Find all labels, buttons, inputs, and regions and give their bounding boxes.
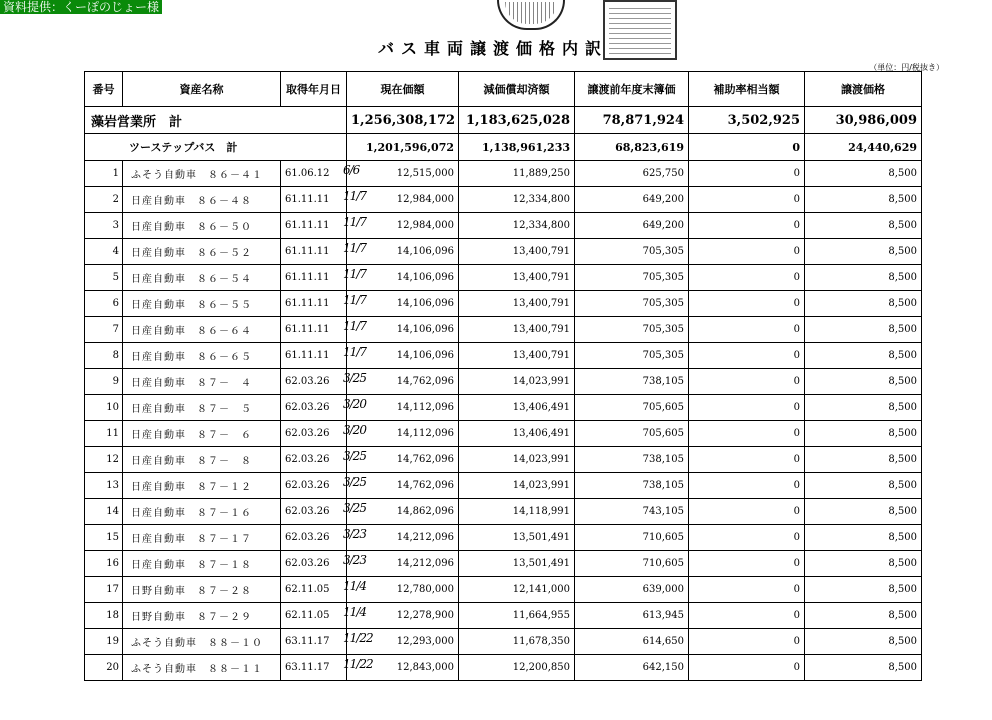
- transfer-price: 8,500: [805, 239, 922, 265]
- acquisition-date: 62.03.26 3/25: [281, 447, 347, 473]
- current-value: 12,293,000: [347, 629, 459, 655]
- transfer-price: 8,500: [805, 655, 922, 681]
- book-value: 705,305: [575, 291, 689, 317]
- transfer-price: 8,500: [805, 161, 922, 187]
- handwritten-date-mark: 3/25: [343, 475, 366, 489]
- acquisition-date: 62.03.26 3/25: [281, 369, 347, 395]
- book-value: 705,605: [575, 421, 689, 447]
- book-value: 710,605: [575, 525, 689, 551]
- current-value: 14,762,096: [347, 369, 459, 395]
- col-header: 譲渡前年度末簿価: [575, 72, 689, 107]
- acquisition-date: 63.11.17 11/22: [281, 629, 347, 655]
- depreciation-amount: 14,023,991: [459, 473, 575, 499]
- vehicle-name: 日産自動車 ８７－ ４: [123, 369, 281, 395]
- table-row: [85, 577, 922, 603]
- row-number: 3: [85, 213, 123, 239]
- depreciation-amount: 13,501,491: [459, 525, 575, 551]
- current-value: 14,106,096: [347, 343, 459, 369]
- book-value: 705,305: [575, 317, 689, 343]
- acquisition-date: 62.11.05 11/4: [281, 577, 347, 603]
- depreciation-amount: 13,400,791: [459, 239, 575, 265]
- current-value: 14,212,096: [347, 525, 459, 551]
- row-number: 8: [85, 343, 123, 369]
- total-subsidy: 3,502,925: [689, 107, 805, 134]
- subsidy-amount: 0: [689, 577, 805, 603]
- table-row: [85, 551, 922, 577]
- subtotal-book: 68,823,619: [575, 134, 689, 161]
- stamp-seal-left: [497, 0, 565, 30]
- table-row: [85, 291, 922, 317]
- handwritten-date-mark: 11/7: [343, 345, 366, 359]
- book-value: 642,150: [575, 655, 689, 681]
- table-row: [85, 213, 922, 239]
- acquisition-date: 61.06.12 6/6: [281, 161, 347, 187]
- col-header: 減価償却済額: [459, 72, 575, 107]
- handwritten-date-mark: 3/25: [343, 501, 366, 515]
- current-value: 12,515,000: [347, 161, 459, 187]
- subtotal-subsidy: 0: [689, 134, 805, 161]
- transfer-price: 8,500: [805, 577, 922, 603]
- row-number: 20: [85, 655, 123, 681]
- subsidy-amount: 0: [689, 291, 805, 317]
- book-value: 705,605: [575, 395, 689, 421]
- col-header: 資産名称: [123, 72, 281, 107]
- acquisition-date: 62.03.26 3/23: [281, 525, 347, 551]
- vehicle-name: 日産自動車 ８６－５４: [123, 265, 281, 291]
- book-value: 743,105: [575, 499, 689, 525]
- depreciation-amount: 13,400,791: [459, 291, 575, 317]
- handwritten-date-mark: 3/25: [343, 371, 366, 385]
- transfer-price: 8,500: [805, 395, 922, 421]
- acquisition-date: 61.11.11 11/7: [281, 213, 347, 239]
- depreciation-amount: 13,400,791: [459, 265, 575, 291]
- transfer-price: 8,500: [805, 187, 922, 213]
- subsidy-amount: 0: [689, 629, 805, 655]
- vehicle-name: 日産自動車 ８６－６４: [123, 317, 281, 343]
- handwritten-date-mark: 11/4: [343, 605, 366, 619]
- transfer-price: 8,500: [805, 629, 922, 655]
- subsidy-amount: 0: [689, 369, 805, 395]
- vehicle-name: 日産自動車 ８６－６５: [123, 343, 281, 369]
- book-value: 649,200: [575, 213, 689, 239]
- subsidy-amount: 0: [689, 655, 805, 681]
- subsidy-amount: 0: [689, 551, 805, 577]
- depreciation-amount: 11,889,250: [459, 161, 575, 187]
- book-value: 639,000: [575, 577, 689, 603]
- row-number: 16: [85, 551, 123, 577]
- header-row: [85, 72, 922, 107]
- acquisition-date: 62.03.26 3/23: [281, 551, 347, 577]
- subsidy-amount: 0: [689, 395, 805, 421]
- total-current: 1,256,308,172: [347, 107, 459, 134]
- current-value: 12,984,000: [347, 187, 459, 213]
- depreciation-amount: 13,400,791: [459, 343, 575, 369]
- handwritten-date-mark: 11/7: [343, 241, 366, 255]
- total-label: 藻岩営業所 計: [85, 107, 347, 134]
- subsidy-amount: 0: [689, 421, 805, 447]
- current-value: 14,762,096: [347, 447, 459, 473]
- book-value: 705,305: [575, 239, 689, 265]
- handwritten-date-mark: 3/25: [343, 449, 366, 463]
- handwritten-date-mark: 11/4: [343, 579, 366, 593]
- vehicle-name: 日産自動車 ８７－１８: [123, 551, 281, 577]
- row-number: 9: [85, 369, 123, 395]
- handwritten-date-mark: 11/22: [343, 631, 373, 645]
- vehicle-name: 日産自動車 ８７－１２: [123, 473, 281, 499]
- table-row: [85, 603, 922, 629]
- depreciation-amount: 12,141,000: [459, 577, 575, 603]
- current-value: 12,278,900: [347, 603, 459, 629]
- transfer-price: 8,500: [805, 473, 922, 499]
- vehicle-name: ふそう自動車 ８６－４１: [123, 161, 281, 187]
- acquisition-date: 61.11.11 11/7: [281, 343, 347, 369]
- col-header: 補助率相当額: [689, 72, 805, 107]
- acquisition-date: 62.03.26 3/20: [281, 395, 347, 421]
- book-value: 705,305: [575, 265, 689, 291]
- vehicle-name: 日野自動車 ８７－２８: [123, 577, 281, 603]
- row-number: 1: [85, 161, 123, 187]
- table-row: [85, 343, 922, 369]
- vehicle-name: 日産自動車 ８６－５２: [123, 239, 281, 265]
- col-header: 番号: [85, 72, 123, 107]
- row-number: 15: [85, 525, 123, 551]
- transfer-price: 8,500: [805, 603, 922, 629]
- twostep-subtotal-row: [85, 134, 922, 161]
- transfer-price: 8,500: [805, 447, 922, 473]
- current-value: 14,106,096: [347, 317, 459, 343]
- book-value: 738,105: [575, 447, 689, 473]
- office-total-row: [85, 107, 922, 134]
- current-value: 14,112,096: [347, 421, 459, 447]
- subtotal-current: 1,201,596,072: [347, 134, 459, 161]
- table-row: [85, 265, 922, 291]
- depreciation-amount: 13,400,791: [459, 317, 575, 343]
- table-row: [85, 161, 922, 187]
- handwritten-date-mark: 11/22: [343, 657, 373, 671]
- acquisition-date: 61.11.11 11/7: [281, 317, 347, 343]
- table-row: [85, 499, 922, 525]
- row-number: 18: [85, 603, 123, 629]
- depreciation-amount: 12,334,800: [459, 213, 575, 239]
- current-value: 14,106,096: [347, 239, 459, 265]
- table-row: [85, 525, 922, 551]
- transfer-price: 8,500: [805, 421, 922, 447]
- current-value: 12,843,000: [347, 655, 459, 681]
- transfer-price: 8,500: [805, 343, 922, 369]
- depreciation-amount: 11,678,350: [459, 629, 575, 655]
- row-number: 11: [85, 421, 123, 447]
- current-value: 12,984,000: [347, 213, 459, 239]
- handwritten-date-mark: 11/7: [343, 267, 366, 281]
- acquisition-date: 61.11.11 11/7: [281, 239, 347, 265]
- transfer-price: 8,500: [805, 213, 922, 239]
- transfer-price: 8,500: [805, 291, 922, 317]
- table-row: [85, 187, 922, 213]
- acquisition-date: 62.03.26 3/25: [281, 499, 347, 525]
- total-depreciation: 1,183,625,028: [459, 107, 575, 134]
- table-row: [85, 473, 922, 499]
- handwritten-date-mark: 3/23: [343, 553, 366, 567]
- handwritten-date-mark: 6/6: [343, 163, 360, 177]
- subsidy-amount: 0: [689, 213, 805, 239]
- vehicle-name: 日産自動車 ８６－４８: [123, 187, 281, 213]
- book-value: 738,105: [575, 473, 689, 499]
- source-credit: 資料提供：くーぽのじょー様: [0, 0, 162, 14]
- current-value: 14,762,096: [347, 473, 459, 499]
- row-number: 10: [85, 395, 123, 421]
- handwritten-date-mark: 11/7: [343, 293, 366, 307]
- total-price: 30,986,009: [805, 107, 922, 134]
- handwritten-date-mark: 11/7: [343, 189, 366, 203]
- book-value: 705,305: [575, 343, 689, 369]
- subsidy-amount: 0: [689, 265, 805, 291]
- acquisition-date: 62.03.26 3/25: [281, 473, 347, 499]
- book-value: 613,945: [575, 603, 689, 629]
- table-row: [85, 421, 922, 447]
- acquisition-date: 61.11.11 11/7: [281, 187, 347, 213]
- row-number: 13: [85, 473, 123, 499]
- transfer-price: 8,500: [805, 369, 922, 395]
- depreciation-amount: 12,334,800: [459, 187, 575, 213]
- vehicle-name: ふそう自動車 ８８－１０: [123, 629, 281, 655]
- table-row: [85, 317, 922, 343]
- table-row: [85, 395, 922, 421]
- current-value: 14,112,096: [347, 395, 459, 421]
- row-number: 5: [85, 265, 123, 291]
- book-value: 625,750: [575, 161, 689, 187]
- table-row: [85, 629, 922, 655]
- document-title: バス車両譲渡価格内訳: [378, 39, 609, 58]
- depreciation-amount: 14,023,991: [459, 369, 575, 395]
- subsidy-amount: 0: [689, 603, 805, 629]
- col-header: 取得年月日: [281, 72, 347, 107]
- unit-note: （単位：円/税抜き）: [869, 63, 944, 72]
- vehicle-name: 日産自動車 ８６－５０: [123, 213, 281, 239]
- table-row: [85, 447, 922, 473]
- book-value: 710,605: [575, 551, 689, 577]
- current-value: 14,106,096: [347, 265, 459, 291]
- subsidy-amount: 0: [689, 525, 805, 551]
- depreciation-amount: 14,023,991: [459, 447, 575, 473]
- current-value: 14,862,096: [347, 499, 459, 525]
- depreciation-amount: 13,406,491: [459, 395, 575, 421]
- subsidy-amount: 0: [689, 187, 805, 213]
- acquisition-date: 62.11.05 11/4: [281, 603, 347, 629]
- transfer-price-table: [84, 71, 922, 681]
- row-number: 12: [85, 447, 123, 473]
- col-header: 現在価額: [347, 72, 459, 107]
- handwritten-date-mark: 11/7: [343, 319, 366, 333]
- book-value: 738,105: [575, 369, 689, 395]
- subsidy-amount: 0: [689, 343, 805, 369]
- vehicle-name: 日野自動車 ８７－２９: [123, 603, 281, 629]
- transfer-price: 8,500: [805, 499, 922, 525]
- current-value: 12,780,000: [347, 577, 459, 603]
- depreciation-amount: 13,501,491: [459, 551, 575, 577]
- depreciation-amount: 13,406,491: [459, 421, 575, 447]
- row-number: 2: [85, 187, 123, 213]
- row-number: 19: [85, 629, 123, 655]
- acquisition-date: 61.11.11 11/7: [281, 265, 347, 291]
- acquisition-date: 63.11.17 11/22: [281, 655, 347, 681]
- book-value: 614,650: [575, 629, 689, 655]
- transfer-price: 8,500: [805, 317, 922, 343]
- vehicle-name: 日産自動車 ８７－ ８: [123, 447, 281, 473]
- col-header: 譲渡価格: [805, 72, 922, 107]
- subsidy-amount: 0: [689, 239, 805, 265]
- row-number: 4: [85, 239, 123, 265]
- subtotal-depreciation: 1,138,961,233: [459, 134, 575, 161]
- depreciation-amount: 11,664,955: [459, 603, 575, 629]
- current-value: 14,106,096: [347, 291, 459, 317]
- subsidy-amount: 0: [689, 161, 805, 187]
- vehicle-name: 日産自動車 ８６－５５: [123, 291, 281, 317]
- handwritten-date-mark: 3/20: [343, 423, 366, 437]
- table-row: [85, 369, 922, 395]
- current-value: 14,212,096: [347, 551, 459, 577]
- transfer-price: 8,500: [805, 265, 922, 291]
- row-number: 14: [85, 499, 123, 525]
- transfer-price: 8,500: [805, 525, 922, 551]
- stamp-seal-right: [603, 0, 677, 60]
- vehicle-name: 日産自動車 ８７－ ６: [123, 421, 281, 447]
- subsidy-amount: 0: [689, 499, 805, 525]
- subsidy-amount: 0: [689, 473, 805, 499]
- subsidy-amount: 0: [689, 447, 805, 473]
- depreciation-amount: 12,200,850: [459, 655, 575, 681]
- table-row: [85, 239, 922, 265]
- vehicle-name: 日産自動車 ８７－１７: [123, 525, 281, 551]
- acquisition-date: 62.03.26 3/20: [281, 421, 347, 447]
- subtotal-label: ツーステップバス 計: [85, 134, 347, 161]
- vehicle-name: 日産自動車 ８７－１６: [123, 499, 281, 525]
- row-number: 7: [85, 317, 123, 343]
- depreciation-amount: 14,118,991: [459, 499, 575, 525]
- handwritten-date-mark: 3/23: [343, 527, 366, 541]
- subtotal-price: 24,440,629: [805, 134, 922, 161]
- transfer-price: 8,500: [805, 551, 922, 577]
- subsidy-amount: 0: [689, 317, 805, 343]
- acquisition-date: 61.11.11 11/7: [281, 291, 347, 317]
- table-row: [85, 655, 922, 681]
- vehicle-name: 日産自動車 ８７－ ５: [123, 395, 281, 421]
- row-number: 6: [85, 291, 123, 317]
- total-book: 78,871,924: [575, 107, 689, 134]
- book-value: 649,200: [575, 187, 689, 213]
- handwritten-date-mark: 3/20: [343, 397, 366, 411]
- row-number: 17: [85, 577, 123, 603]
- vehicle-name: ふそう自動車 ８８－１１: [123, 655, 281, 681]
- handwritten-date-mark: 11/7: [343, 215, 366, 229]
